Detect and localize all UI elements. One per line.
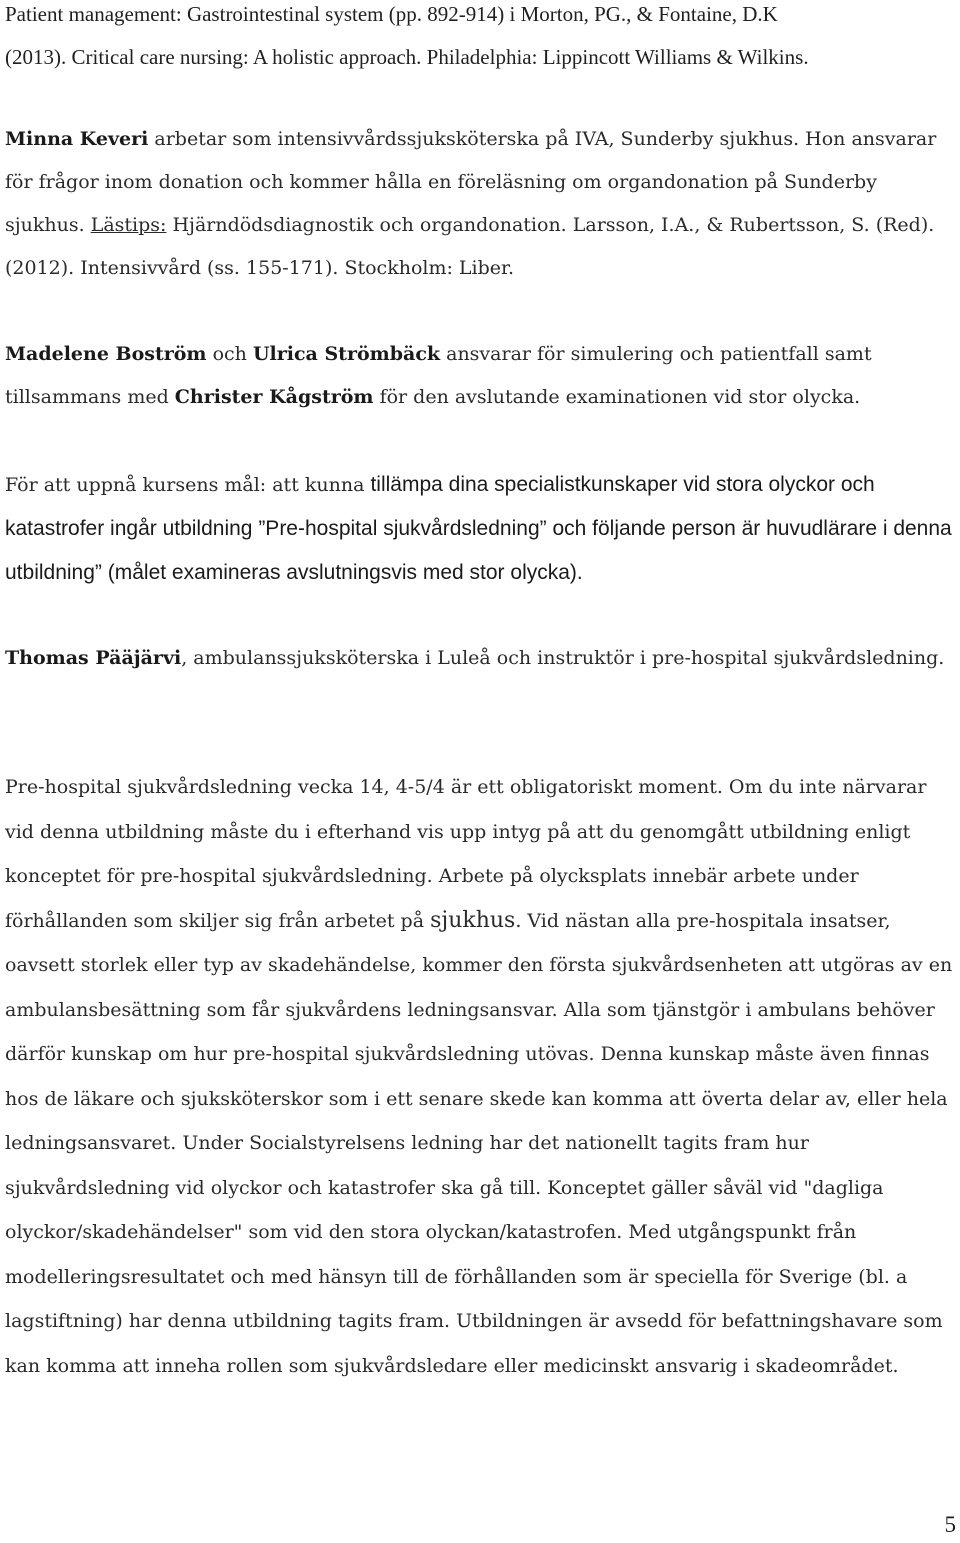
kursmal-text-1: För att uppnå kursens mål: att kunna: [5, 474, 371, 496]
reading-tip-label: Lästips:: [90, 214, 167, 236]
simulering-and: och: [206, 343, 253, 365]
reference-line-1: Patient management: Gastrointestinal system (pp. 892-914) i Morton, PG., & Fontaine, D.K: [5, 2, 778, 26]
prehospital-text-1: Pre-hospital sjukvårdsledning vecka 14, 4-5/4 är ett obligatoriskt moment. Om du inte närvarar vid denna utbildning måste du i efterhand vis upp intyg på att du genomgått utbildning enligt konceptet för pre-hospital sjukvårdsledning. Arbete på olycksplats innebär arbete under förhållanden som skiljer sig från arbetet på: [5, 776, 927, 932]
person-name-kagstrom: Christer Kågström: [174, 386, 374, 408]
kursmal-text-2: tillämpa dina specialistkunskaper vid stora olyckor och katastrofer ingår utbildning ”Pre-hospital sjukvårdsledning” och följande person är huvudlärare i denna utbildning” (målet examineras avslutningsvis med stor olycka).: [5, 473, 952, 584]
reference-line-2: (2013). Critical care nursing: A holistic approach. Philadelphia: Lippincott Williams & Wilkins.: [5, 45, 809, 69]
prehospital-text-2: . Vid nästan alla pre-hospitala insatser, oavsett storlek eller typ av skadehändelse, kommer den första sjukvårdsenheten att utgöras av en ambulansbesättning som får sjukvårdens ledningsansvar. Alla som tjänstgör i ambulans behöver därför kunskap om hur pre-hospital sjukvårdsledning utövas. Denna kunskap måste även finnas hos de läkare och sjuksköterskor som i ett senare skede kan komma att överta delar av, eller hela ledningsansvaret. Under Socialstyrelsens ledning har det nationellt tagits fram hur sjukvårdsledning vid olyckor och katastrofer ska gå till. Konceptet gäller såväl vid "dagliga olyckor/skadehändelser" som vid den stora olyckan/katastrofen. Med utgångspunkt från modelleringsresultatet och med hänsyn till de förhållanden som är speciella för Sverige (bl. a lagstiftning) har denna utbildning tagits fram. Utbildningen är avsedd för befattningshavare som kan komma att inneha rollen som sjukvårdsledare eller medicinskt ansvarig i skadeområdet.: [5, 909, 953, 1377]
keveri-text-2: Hjärndödsdiagnostik och organdonation. Larsson, I.A., & Rubertsson, S. (Red). (2012). Intensivvård (ss. 155-171). Stockholm: Liber.: [5, 214, 935, 279]
keveri-text-1: arbetar som intensivvårdssjuksköterska på IVA, Sunderby sjukhus. Hon ansvarar för frågor inom donation och kommer hålla en föreläsning om organdonation på Sunderby sjukhus.: [5, 128, 937, 236]
paragraph-prehospital: [5, 765, 953, 1388]
prehospital-word-sjukhus: sjukhus: [430, 907, 516, 933]
person-name-strombacka: Ulrica Strömbäck: [252, 343, 441, 365]
paajarvi-text: , ambulanssjuksköterska i Luleå och instruktör i pre-hospital sjukvårdsledning.: [181, 647, 945, 669]
person-name-paajarvi: Thomas Pääjärvi: [5, 647, 182, 669]
simulering-text-1: ansvarar för simulering och patientfall samt tillsammans med: [5, 343, 872, 408]
paragraph-paajarvi: [5, 637, 953, 680]
reference-continuation: [5, 0, 953, 79]
paragraph-keveri: [5, 118, 953, 290]
paragraph-kursmal: [5, 463, 953, 595]
person-name-bostrom: Madelene Boström: [5, 343, 207, 365]
simulering-text-2: för den avslutande examinationen vid stor olycka.: [373, 386, 861, 408]
person-name-keveri: Minna Keveri: [5, 128, 149, 150]
paragraph-simulering: [5, 333, 953, 419]
page-number: 5: [944, 1512, 956, 1537]
